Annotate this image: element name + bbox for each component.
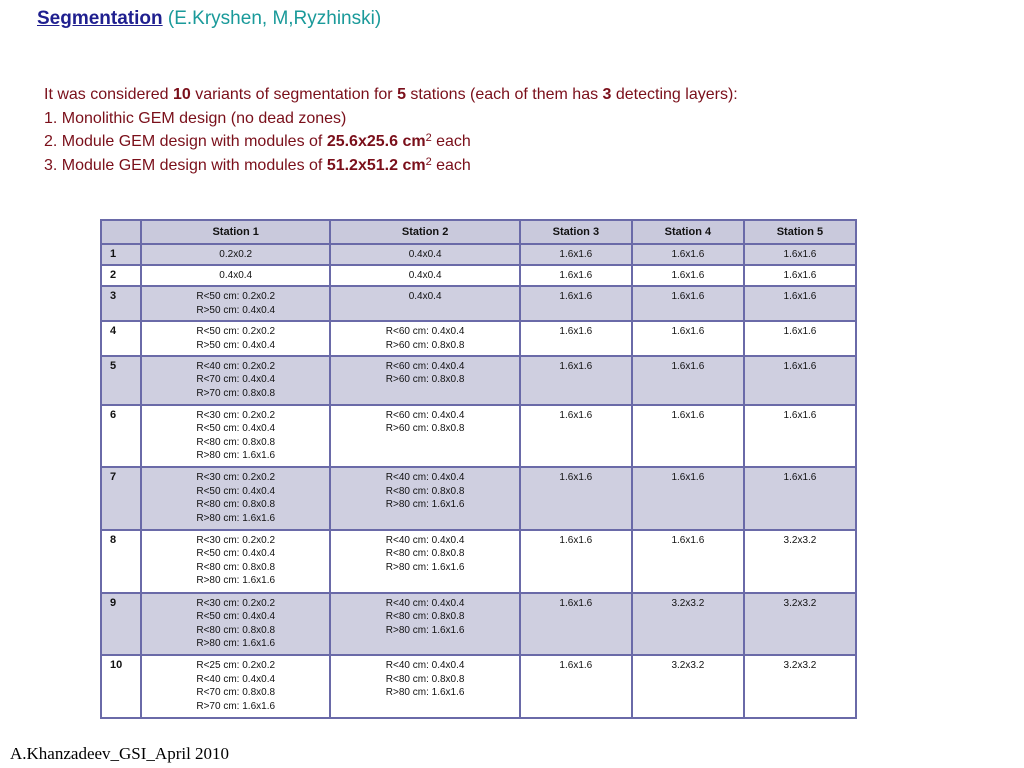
table-cell-station-5	[744, 655, 856, 718]
table-cell-station-1	[141, 265, 330, 286]
cell-line: R>60 cm: 0.8x0.8	[385, 339, 465, 351]
cell-line: R<80 cm: 0.8x0.8	[385, 611, 465, 623]
table-cell-station-1	[141, 593, 330, 656]
cell-line: 1.6x1.6	[783, 472, 817, 484]
table-cell-station-4	[632, 356, 744, 405]
table-cell-station-4	[632, 321, 744, 356]
table-cell-station-3	[520, 405, 632, 468]
cell-line: R<30 cm: 0.2x0.2	[196, 472, 276, 484]
table-cell-station-2	[330, 405, 519, 468]
cell-line: R>80 cm: 1.6x1.6	[196, 575, 276, 587]
cell-line: R<80 cm: 0.8x0.8	[385, 485, 465, 497]
cell-line: 1.6x1.6	[559, 597, 593, 609]
table-cell-station-4	[632, 405, 744, 468]
cell-line: 1.6x1.6	[671, 249, 705, 260]
cell-line: 3.2x3.2	[671, 597, 705, 609]
cell-line: R>80 cm: 1.6x1.6	[196, 450, 276, 462]
table-cell-station-4	[632, 530, 744, 593]
cell-line: R<50 cm: 0.4x0.4	[196, 485, 276, 497]
table-cell-station-2	[330, 244, 519, 265]
header-station-5: Station 5	[744, 220, 856, 244]
row-variant-label: 10	[101, 655, 141, 718]
cell-line: 3.2x3.2	[783, 660, 817, 672]
cell-line: R<80 cm: 0.8x0.8	[385, 673, 465, 685]
table-row	[101, 467, 856, 530]
cell-line: 0.4x0.4	[408, 270, 442, 282]
table-row	[101, 321, 856, 356]
cell-line: R<30 cm: 0.2x0.2	[196, 597, 276, 609]
table-body	[101, 244, 856, 718]
cell-line: R>70 cm: 1.6x1.6	[196, 700, 276, 712]
row-variant-label: 1	[101, 244, 141, 265]
table-row	[101, 655, 856, 718]
cell-line: 1.6x1.6	[671, 472, 705, 484]
segmentation-table	[100, 219, 857, 719]
table-cell-station-5	[744, 467, 856, 530]
cell-line: 1.6x1.6	[783, 360, 817, 372]
table-row	[101, 265, 856, 286]
table-cell-station-1	[141, 286, 330, 321]
cell-line: 0.2x0.2	[219, 249, 253, 260]
table-row	[101, 286, 856, 321]
title-authors: (E.Kryshen, M,Ryzhinski)	[167, 8, 382, 29]
table-cell-station-5	[744, 321, 856, 356]
cell-line: R<50 cm: 0.4x0.4	[196, 611, 276, 623]
title-main: Segmentation	[37, 8, 163, 29]
intro-line-1: It was considered 10 variants of segmentation for 5 stations (each of them has 3 detecting layers):	[44, 86, 738, 103]
table-cell-station-3	[520, 321, 632, 356]
cell-line: R>80 cm: 1.6x1.6	[385, 499, 465, 511]
cell-line: R>60 cm: 0.8x0.8	[385, 374, 465, 386]
cell-line: R>60 cm: 0.8x0.8	[385, 423, 465, 435]
cell-line: 3.2x3.2	[783, 597, 817, 609]
cell-line: 1.6x1.6	[671, 326, 705, 337]
table-cell-station-1	[141, 244, 330, 265]
cell-line: 3.2x3.2	[671, 660, 705, 672]
cell-line: 1.6x1.6	[783, 409, 817, 421]
cell-line: R<60 cm: 0.4x0.4	[385, 360, 465, 372]
footer-credit: A.Khanzadeev_GSI_April 2010	[10, 744, 230, 763]
cell-line: R>70 cm: 0.8x0.8	[196, 387, 276, 399]
table-cell-station-3	[520, 356, 632, 405]
cell-line: 3.2x3.2	[783, 534, 817, 546]
table-header-row	[101, 220, 856, 244]
table-cell-station-1	[141, 467, 330, 530]
cell-line: R<40 cm: 0.2x0.2	[196, 360, 276, 372]
cell-line: R<40 cm: 0.4x0.4	[385, 660, 465, 672]
table-cell-station-5	[744, 530, 856, 593]
table-cell-station-1	[141, 405, 330, 468]
table-cell-station-1	[141, 356, 330, 405]
cell-line: 1.6x1.6	[559, 360, 593, 372]
header-station-1: Station 1	[141, 220, 330, 244]
table-cell-station-5	[744, 593, 856, 656]
table-cell-station-3	[520, 655, 632, 718]
table-cell-station-4	[632, 467, 744, 530]
table-cell-station-3	[520, 530, 632, 593]
cell-line: 1.6x1.6	[559, 270, 593, 282]
cell-line: 1.6x1.6	[559, 326, 593, 337]
cell-line: 1.6x1.6	[671, 270, 705, 282]
table-cell-station-4	[632, 286, 744, 321]
cell-line: R<50 cm: 0.2x0.2	[196, 326, 276, 337]
cell-line: 1.6x1.6	[783, 249, 817, 260]
header-corner	[101, 220, 141, 244]
cell-line: 1.6x1.6	[783, 291, 817, 303]
cell-line: R<70 cm: 0.4x0.4	[196, 374, 276, 386]
cell-line: 0.4x0.4	[219, 270, 253, 282]
cell-line: R<40 cm: 0.4x0.4	[385, 472, 465, 484]
table-cell-station-3	[520, 244, 632, 265]
row-variant-label: 4	[101, 321, 141, 356]
table-cell-station-2	[330, 467, 519, 530]
cell-line: R<30 cm: 0.2x0.2	[196, 534, 276, 546]
table-cell-station-4	[632, 244, 744, 265]
cell-line: R>80 cm: 1.6x1.6	[385, 687, 465, 699]
cell-line: 1.6x1.6	[671, 409, 705, 421]
intro-item-3: 3. Module GEM design with modules of 51.2x51.2 $cm^2$ each	[44, 155, 471, 174]
row-variant-label: 3	[101, 286, 141, 321]
intro-item-1: 1. Monolithic GEM design (no dead zones)	[44, 109, 347, 127]
cell-line: R<80 cm: 0.8x0.8	[196, 436, 276, 448]
cell-line: 1.6x1.6	[559, 409, 593, 421]
cell-line: R>50 cm: 0.4x0.4	[196, 304, 276, 316]
cell-line: 1.6x1.6	[559, 660, 593, 672]
cell-line: R<80 cm: 0.8x0.8	[385, 548, 465, 560]
table-cell-station-1	[141, 321, 330, 356]
cell-line: R<80 cm: 0.8x0.8	[196, 499, 276, 511]
table-cell-station-5	[744, 244, 856, 265]
table-row	[101, 244, 856, 265]
cell-line: R>80 cm: 1.6x1.6	[385, 624, 465, 636]
cell-line: 1.6x1.6	[671, 534, 705, 546]
table-row	[101, 593, 856, 656]
cell-line: R<40 cm: 0.4x0.4	[196, 673, 276, 685]
cell-line: 0.4x0.4	[408, 249, 442, 260]
row-variant-label: 5	[101, 356, 141, 405]
cell-line: R<50 cm: 0.2x0.2	[196, 291, 276, 303]
cell-line: R<50 cm: 0.4x0.4	[196, 423, 276, 435]
table-cell-station-2	[330, 321, 519, 356]
table-row	[101, 530, 856, 593]
intro-item-2: 2. Module GEM design with modules of 25.6x25.6 $cm^2$ each	[44, 132, 471, 150]
cell-line: R>80 cm: 1.6x1.6	[196, 512, 276, 524]
table-cell-station-5	[744, 356, 856, 405]
cell-line: R<60 cm: 0.4x0.4	[385, 409, 465, 421]
table-cell-station-5	[744, 405, 856, 468]
table-cell-station-3	[520, 286, 632, 321]
header-station-3: Station 3	[520, 220, 632, 244]
cell-line: R<60 cm: 0.4x0.4	[385, 326, 465, 337]
cell-line: 1.6x1.6	[559, 534, 593, 546]
table-cell-station-3	[520, 593, 632, 656]
table-cell-station-2	[330, 356, 519, 405]
cell-line: 1.6x1.6	[559, 291, 593, 303]
table-cell-station-2	[330, 593, 519, 656]
table-cell-station-1	[141, 530, 330, 593]
table-cell-station-4	[632, 265, 744, 286]
table-cell-station-2	[330, 530, 519, 593]
table-cell-station-4	[632, 593, 744, 656]
cell-line: R<25 cm: 0.2x0.2	[196, 660, 276, 672]
cell-line: 1.6x1.6	[671, 291, 705, 303]
row-variant-label: 2	[101, 265, 141, 286]
table-row	[101, 405, 856, 468]
cell-line: R<40 cm: 0.4x0.4	[385, 534, 465, 546]
cell-line: R>50 cm: 0.4x0.4	[196, 339, 276, 351]
cell-line: 0.4x0.4	[408, 291, 442, 303]
cell-line: R>80 cm: 1.6x1.6	[385, 561, 465, 573]
cell-line: 1.6x1.6	[559, 472, 593, 484]
row-variant-label: 8	[101, 530, 141, 593]
table-cell-station-3	[520, 467, 632, 530]
slide-title	[37, 8, 381, 30]
row-variant-label: 6	[101, 405, 141, 468]
table-cell-station-1	[141, 655, 330, 718]
table-cell-station-2	[330, 265, 519, 286]
cell-line: 1.6x1.6	[671, 360, 705, 372]
row-variant-label: 7	[101, 467, 141, 530]
header-station-4: Station 4	[632, 220, 744, 244]
intro-text	[44, 83, 864, 177]
header-station-2: Station 2	[330, 220, 519, 244]
cell-line: R<30 cm: 0.2x0.2	[196, 409, 276, 421]
cell-line: 1.6x1.6	[559, 249, 593, 260]
table-cell-station-3	[520, 265, 632, 286]
cell-line: R<80 cm: 0.8x0.8	[196, 561, 276, 573]
table-cell-station-2	[330, 655, 519, 718]
cell-line: R>80 cm: 1.6x1.6	[196, 638, 276, 650]
table-cell-station-5	[744, 286, 856, 321]
table-row	[101, 356, 856, 405]
cell-line: R<40 cm: 0.4x0.4	[385, 597, 465, 609]
cell-line: R<70 cm: 0.8x0.8	[196, 687, 276, 699]
cell-line: 1.6x1.6	[783, 326, 817, 337]
table-cell-station-4	[632, 655, 744, 718]
cell-line: R<80 cm: 0.8x0.8	[196, 624, 276, 636]
row-variant-label: 9	[101, 593, 141, 656]
cell-line: R<50 cm: 0.4x0.4	[196, 548, 276, 560]
table-cell-station-2	[330, 286, 519, 321]
cell-line: 1.6x1.6	[783, 270, 817, 282]
table-cell-station-5	[744, 265, 856, 286]
